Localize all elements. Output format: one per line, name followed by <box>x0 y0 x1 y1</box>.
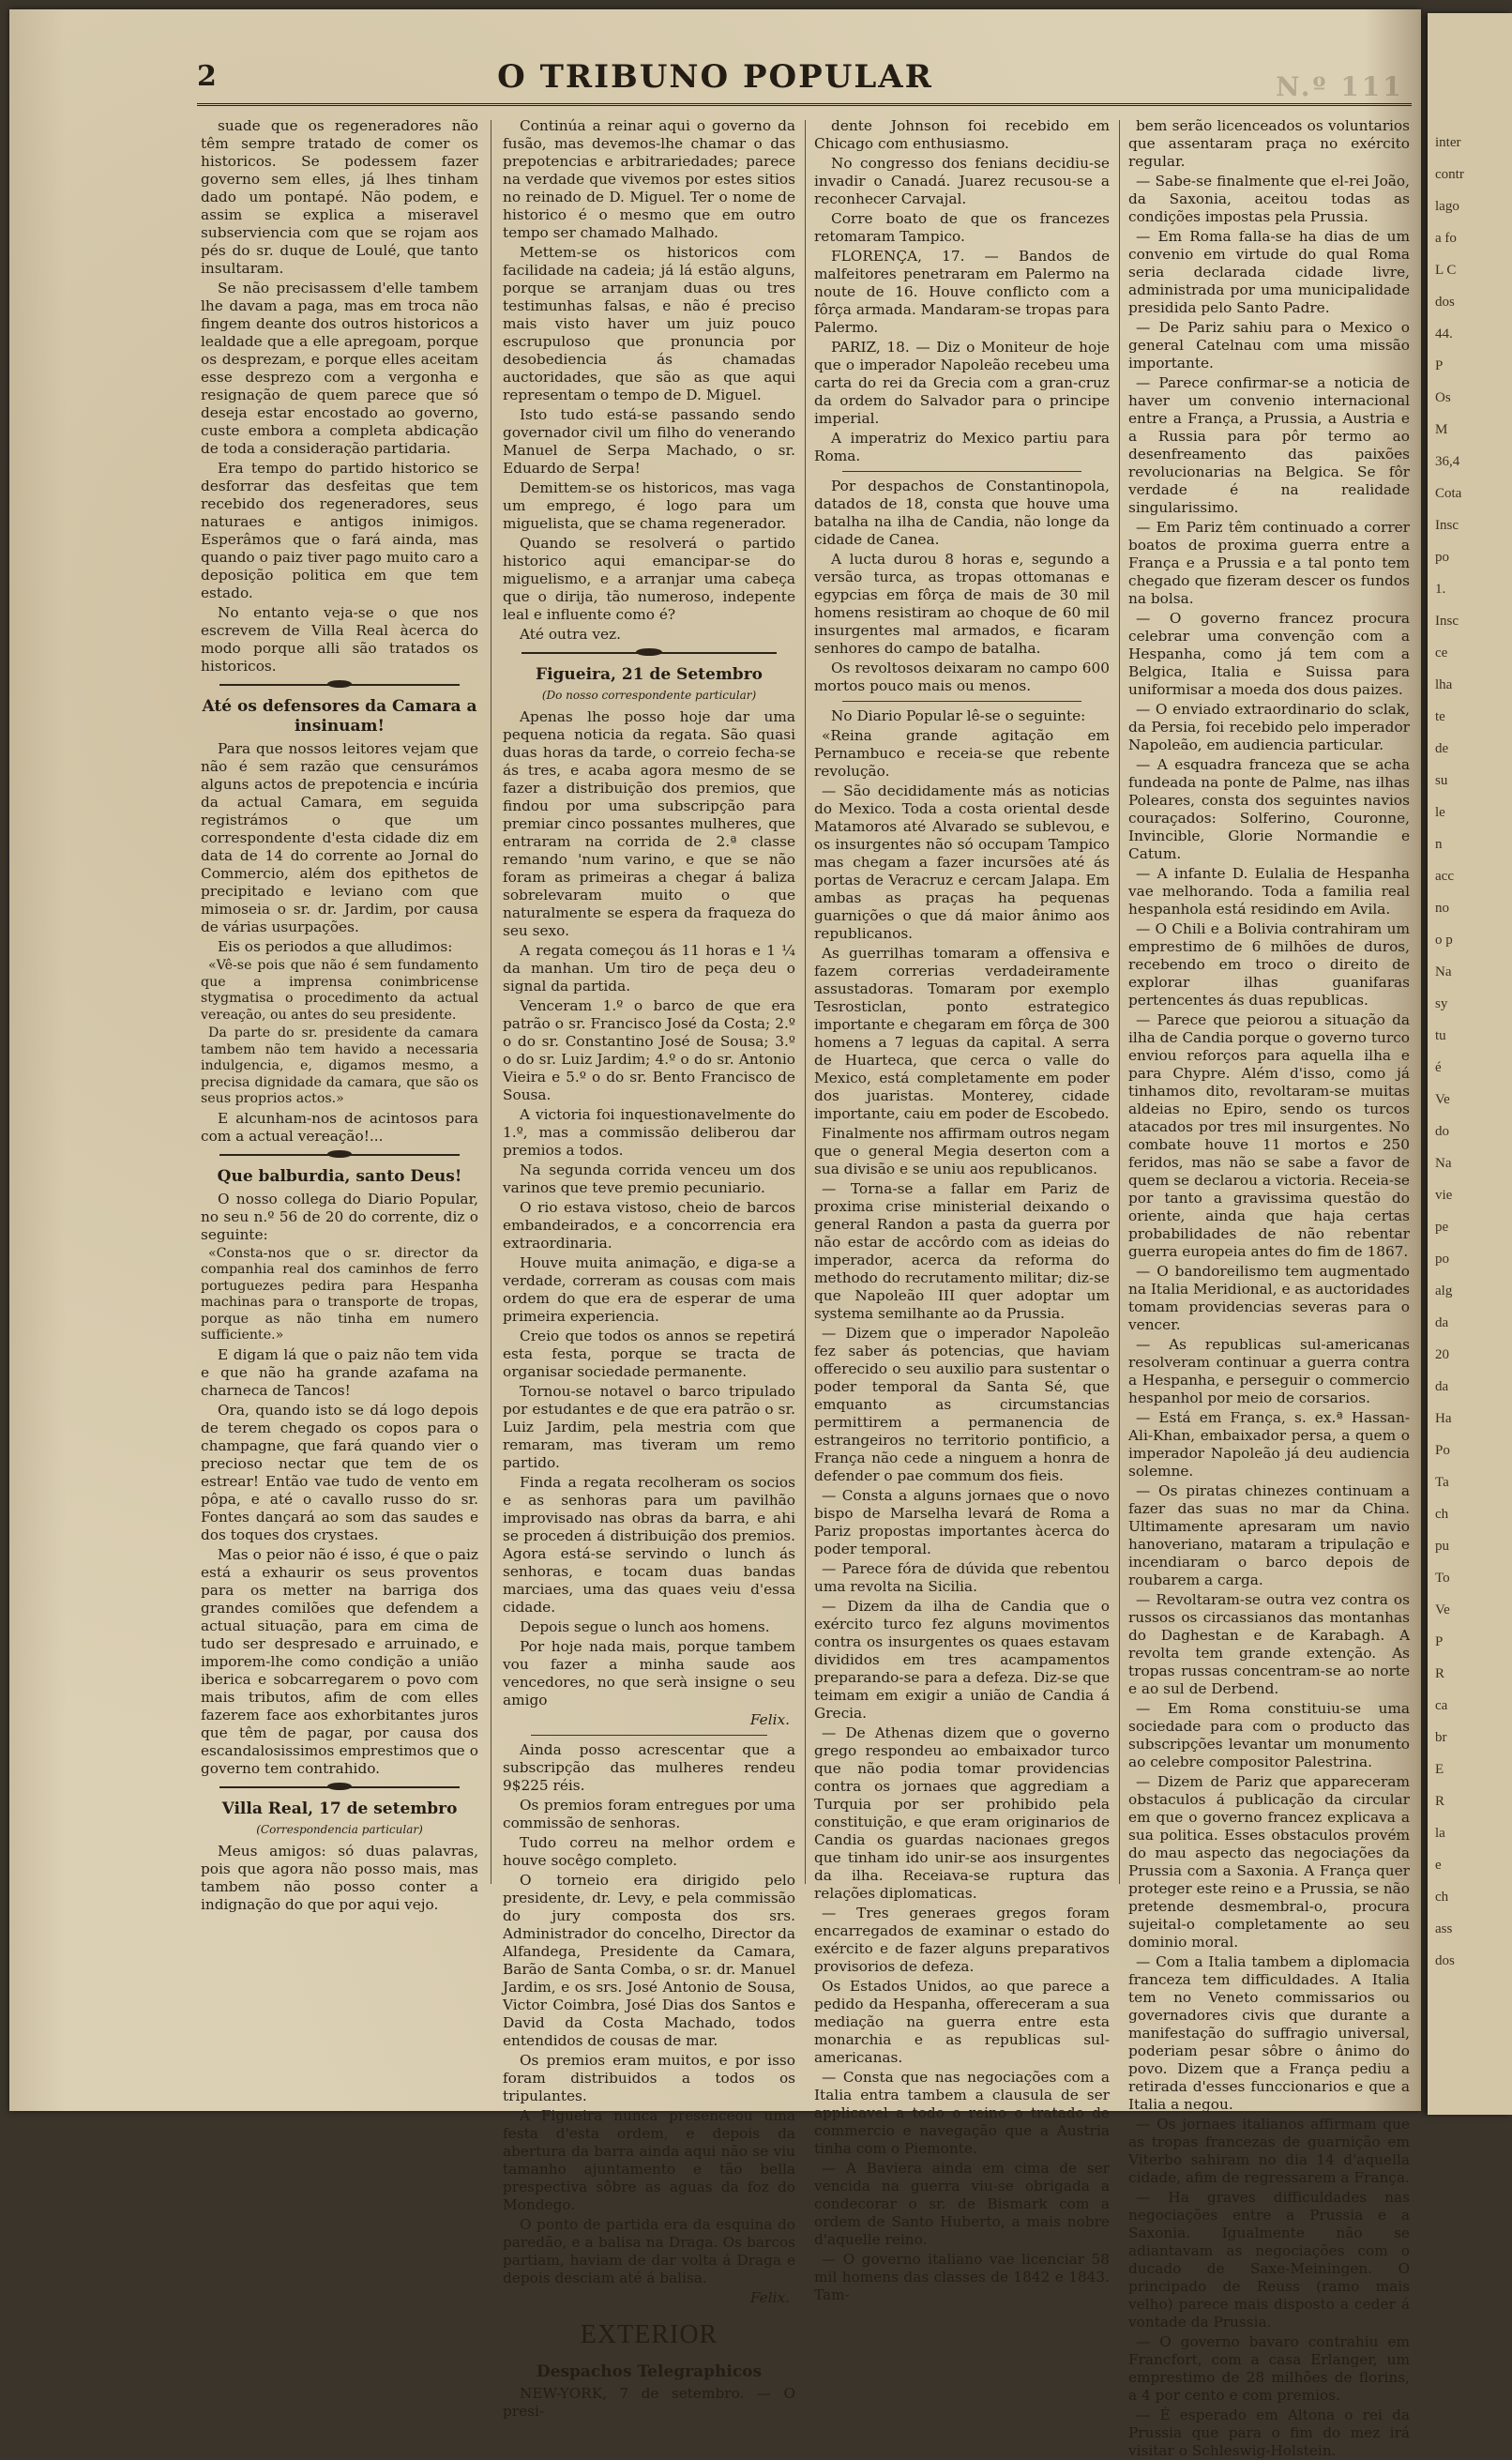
bleed-through-text: N.º 111 <box>1276 71 1404 102</box>
column-2 <box>503 117 795 2420</box>
adjacent-page-fragment: R <box>1435 1666 1445 1681</box>
news-item: As guerrilhas tomaram a offensiva e fazem correrias verdadeiramente assustadoras. Tomaram por exemplo Tesrosticlan, ponto estrategico importante e chegaram em fôrça de 300 homens a 7 leguas da capital. A serra de Huarteca, que cerca o valle do Mexico, está completamente em poder dos juaristas. Monterey, cidade importante, caiu em poder de Escobedo. <box>814 945 1110 1122</box>
adjacent-page-fragment: contr <box>1435 167 1464 182</box>
article-paragraphs <box>503 708 795 1709</box>
adjacent-page-fragment: Ve <box>1435 1092 1450 1107</box>
paragraph: Os premios eram muitos, e por isso foram distribuidos a todos os tripulantes. <box>503 2052 795 2104</box>
paragraph: A imperatriz do Mexico partiu para Roma. <box>814 430 1110 464</box>
news-item: — De Pariz sahiu para o Mexico o general Catelnau com uma missão importante. <box>1128 319 1410 372</box>
news-item: — Sabe-se finalmente que el-rei João, da Saxonia, aceitou todas as condições impostas pela Prussia. <box>1128 173 1410 225</box>
adjacent-page-fragment: n <box>1435 837 1443 852</box>
news-item: — A infante D. Eulalia de Hespanha vae melhorando. Toda a familia real hespanhola está residindo em Avila. <box>1128 865 1410 918</box>
news-item: — São decididamente más as noticias do Mexico. Toda a costa oriental desde Matamoros até Alvarado se sublevou, e os insurgentes não só occupam Tampico mas chegam a fazer incursões até ás portas de Veracruz e cercam Jalapa. Em ambas as praças ha pequenas guarnições o que dá maior ânimo aos republicanos. <box>814 782 1110 942</box>
quoted-paragraph: Da parte do sr. presidente da camara tambem não tem havido a necessaria indulgencia, e, digamos mesmo, a precisa dignidade da camara, que são os seus proprios actos.» <box>201 1025 478 1106</box>
adjacent-page-fragment: lago <box>1435 199 1459 214</box>
paragraph: Se não precisassem d'elle tambem lhe davam a paga, mas em troca não fingem deante dos outros historicos a lealdade que a elle apregoam, porque os desprezam, e porque elles aceitam esse desprezo com a vergonha e resignação de quem parece que só deseja estar encostado ao governo, custe embora a completa abdicação de toda a consideração partidaria. <box>201 280 478 457</box>
adjacent-page-fragment: Ve <box>1435 1602 1450 1617</box>
adjacent-page-fragment: do <box>1435 1124 1449 1139</box>
paragraph: E digam lá que o paiz não tem vida e que não ha grande azafama na charneca de Tancos! <box>201 1345 478 1399</box>
news-item: — Em Roma falla-se ha dias de um convenio em virtude do qual Roma seria declarada cidade livre, administrada por uma municipalidade presidida pelo Santo Padre. <box>1128 228 1410 316</box>
article-paragraphs <box>201 1843 478 1914</box>
adjacent-page-fragment: pu <box>1435 1539 1449 1554</box>
adjacent-page-fragment: é <box>1435 1060 1442 1075</box>
news-item: — Com a Italia tambem a diplomacia franceza tem difficuldades. A Italia tem no Veneto commissarios ou governadores civis que durante a manifestação do suffragio universal, poderiam pesar sôbre o ânimo do povo. Dizem que a França pediu a retirada d'esses funccionarios e que a Italia a negou. <box>1128 1953 1410 2113</box>
adjacent-page-fragment: alg <box>1435 1283 1453 1298</box>
paragraph: suade que os regeneradores não têm sempre tratado de comer os historicos. Se podessem fazer governo sem elles, já lhes tinham dado um pontapé. Não podem, e assim se explica a miseravel subserviencia com que se rojam aos pés do sr. duque de Loulé, que tanto insultaram. <box>201 117 478 277</box>
page-number: 2 <box>197 60 217 93</box>
news-item: — O Chili e a Bolivia contrahiram um emprestimo de 6 milhões de duros, recebendo em troco o direito de explorar ilhas guanifaras pertencentes ás duas republicas. <box>1128 920 1410 1009</box>
news-item: — Os piratas chinezes continuam a fazer das suas no mar da China. Ultimamente apresaram um navio hanoveriano, mataram a tripulação e incendiaram o barco depois de roubarem a carga. <box>1128 1482 1410 1588</box>
article-paragraphs <box>201 1346 478 1778</box>
adjacent-page-fragment: R <box>1435 1794 1445 1809</box>
rule-divider <box>842 701 1081 702</box>
adjacent-page-fragment: o p <box>1435 933 1453 948</box>
adjacent-page-fragment: ass <box>1435 1921 1453 1936</box>
article-paragraphs <box>503 1741 795 2287</box>
news-item: — Em Roma constituiu-se uma sociedade para com o producto das subscripções levantar um monumento ao celebre compositor Palestrina. <box>1128 1700 1410 1770</box>
paragraph: FLORENÇA, 17. — Bandos de malfeitores penetraram em Palermo na noute de 16. Houve conflicto com a fôrça armada. Mandaram-se tropas para Palermo. <box>814 248 1110 336</box>
paragraph: Ainda posso acrescentar que a subscripção das mulheres rendeu 9$225 réis. <box>503 1741 795 1794</box>
adjacent-page-fragment: Insc <box>1435 518 1459 533</box>
adjacent-page-fragment: Na <box>1435 1156 1452 1171</box>
paragraph: Meus amigos: só duas palavras, pois que agora não posso mais, mas tambem não posso conter a indignação do que por aqui vejo. <box>201 1842 478 1913</box>
news-items <box>1128 117 1410 2460</box>
section-title-exterior: EXTERIOR <box>580 2320 718 2349</box>
ornament-divider <box>219 1783 460 1792</box>
news-item: — Os jornaes italianos affirmam que as tropas francezas de guarnição em Viterbo sahiram no dia 14 d'aquella cidade, afim de regressarem a França. <box>1128 2116 1410 2186</box>
article-paragraphs <box>814 707 1110 725</box>
news-item: — Revoltaram-se outra vez contra os russos os circassianos das montanhas do Daghestan e de Karabagh. A revolta tem grande extenção. As tropas russas concentram-se ao norte e ao sul de Derbend. <box>1128 1591 1410 1697</box>
adjacent-page-fragment: P <box>1435 1634 1444 1649</box>
news-item: — Em Pariz têm continuado a correr boatos de proxima guerra entre a França e a Prussia e a tal ponto tem chegado que fizeram descer os fundos na bolsa. <box>1128 519 1410 607</box>
quoted-paragraph: «Consta-nos que o sr. director da companhia real dos caminhos de ferro portuguezes pedira para Hespanha machinas para o transporte de tropas, porque as não tinha em numero sufficiente.» <box>201 1245 478 1343</box>
paragraph: PARIZ, 18. — Diz o Moniteur de hoje que o imperador Napoleão recebeu uma carta do rei da Grecia com a gran-cruz da ordem do Salvador para o principe imperial. <box>814 339 1110 427</box>
article-paragraphs <box>201 1191 478 1244</box>
column-4 <box>1128 117 1410 2459</box>
rule-divider <box>531 2357 767 2358</box>
paragraph: Os premios foram entregues por uma commissão de senhoras. <box>503 1797 795 1831</box>
adjacent-page-fragment: Ta <box>1435 1475 1449 1490</box>
byline: (Do nosso correspondente particular) <box>541 689 757 702</box>
paragraph: O torneio era dirigido pelo presidente, dr. Levy, e pela commissão do jury composta dos srs. Administrador do concelho, Director da Alfandega, Presidente da Camara, Barão de Santa Comba, o sr. dr. Manuel Jardim, e os srs. José Antonio de Sousa, Victor Coimbra, José Dias dos Santos e David da Costa Machado, todos entendidos de cousas de mar. <box>503 1872 795 2049</box>
article-paragraphs <box>201 117 478 676</box>
rule-divider <box>842 471 1081 472</box>
article-paragraphs <box>503 2385 795 2421</box>
paragraph: No Diario Popular lê-se o seguinte: <box>831 707 1086 724</box>
news-item: — O governo francez procura celebrar uma convenção com a Hespanha, como já tem com a Belgica, Italia e Suissa para uniformisar a moeda dos dous paizes. <box>1128 610 1410 698</box>
article-paragraphs <box>814 478 1110 695</box>
news-item: Os Estados Unidos, ao que parece a pedido da Hespanha, offereceram a sua mediação na guerra entre esta monarchia e as republicas sul-americanas. <box>814 1978 1110 2066</box>
paragraph: Mas o peior não é isso, é que o paiz está a exhaurir os seus proventos para os metter na barriga dos grandes comilões que defendem a actual situação, para em cima de tudo ser despresado e arruinado, e imporem-lhe como condição a união iberica e sobcarregarem o povo com mais tributos, afim de com elles fazerem face aos exhorbitantes juros que têm de pagar, por causa dos escandalosissimos emprestimos que o governo tem contrahido. <box>201 1545 478 1777</box>
adjacent-page-fragment: de <box>1435 741 1449 756</box>
news-item: «Reina grande agitação em Pernambuco e receia-se que rebente revolução. <box>814 727 1110 780</box>
paragraph: NEW-YORK, 7 de setembro. — O presi- <box>503 2385 795 2420</box>
adjacent-page-fragment: Cota <box>1435 486 1462 501</box>
adjacent-page-fragment: L C <box>1435 263 1457 278</box>
news-item: — Dizem de Pariz que appareceram obstaculos á publicação da circular em que o governo francez explicava a sua politica. Esses obstaculos provém do mau aspecto das negociações da Prussia com a Saxonia. A França quer proteger este reino e a Prussia, se não pretende desmembral-o, procura sujeital-o completamente ao seu dominio moral. <box>1128 1773 1410 1951</box>
adjacent-page-fragment: inter <box>1435 135 1461 150</box>
adjacent-page-fragment: le <box>1435 805 1445 820</box>
ornament-divider <box>522 648 777 658</box>
paragraph: Isto tudo está-se passando sendo governador civil um filho do venerando Manuel de Serpa Machado, o sr. Eduardo de Serpa! <box>503 406 795 477</box>
news-item: — Dizem da ilha de Candia que o exército turco fez alguns movimentos contra os insurgentes os quaes estavam divididos em tres acampamentos preparando-se para a defeza. Diz-se que teimam em exigir a união de Candia á Grecia. <box>814 1598 1110 1722</box>
article-paragraphs <box>201 740 478 956</box>
adjacent-page-fragment: acc <box>1435 869 1454 884</box>
adjacent-page-fragment: Insc <box>1435 614 1459 629</box>
article-paragraphs <box>814 117 1110 465</box>
paragraph: A Figueira nunca presenceou uma festa d'esta ordem, e depois da abertura da barra ainda aqui não se viu tamanho ajuntamento e tão bella prespectiva sôbre as aguas da foz do Mondego. <box>503 2107 795 2213</box>
headline-figueira: Figueira, 21 de Setembro <box>536 665 763 684</box>
adjacent-page-fragment: Os <box>1435 390 1451 405</box>
news-item: — A esquadra franceza que se acha fundeada na ponte de Palme, nas ilhas Poleares, consta dos seguintes navios couraçados: Solferino, Couronne, Invincible, Glorie Normandie e Catum. <box>1128 756 1410 862</box>
paragraph: Para que nossos leitores vejam que não é sem razão que censurámos alguns actos de prepotencia e incúria da actual Camara, em seguida registrámos o que um correspondente d'esta cidade diz em data de 14 do corrente ao Jornal do Commercio, além dos epithetos de precipitado e leviano com que mimoseia o sr. dr. Jardim, por causa de várias usurpações. <box>201 740 478 935</box>
news-items <box>814 727 1110 2304</box>
adjacent-page-fragment: Ha <box>1435 1411 1452 1426</box>
adjacent-page-fragment: ca <box>1435 1698 1448 1713</box>
paragraph: Quando se resolverá o partido historico aqui emancipar-se do miguelismo, e a arranjar uma cabeça que o dirija, tão numeroso, indepente leal e influente como é? <box>503 535 795 623</box>
rule-divider <box>531 2313 767 2314</box>
paragraph: Corre boato de que os francezes retomaram Tampico. <box>814 210 1110 245</box>
headline-balburdia: Que balburdia, santo Deus! <box>217 1166 462 1186</box>
adjacent-page-fragment: ch <box>1435 1890 1449 1905</box>
adjacent-page-fragment: da <box>1435 1315 1449 1330</box>
ornament-divider <box>219 1150 460 1160</box>
adjacent-page-fragment: 44. <box>1435 326 1453 342</box>
news-item: — Torna-se a fallar em Pariz de proxima crise ministerial deixando o general Randon a pasta da guerra por não estar de accôrdo com as ideias do imperador, acerca da reforma do methodo do recrutamento militar; diz-se que Napoleão III quer adoptar um systema semilhante ao da Prussia. <box>814 1180 1110 1322</box>
news-item: — Parece fóra de dúvida que rebentou uma revolta na Sicilia. <box>814 1560 1110 1595</box>
adjacent-page-fragment: 1. <box>1435 582 1446 597</box>
column-rule <box>1119 120 1120 1884</box>
paragraph: O nosso collega do Diario Popular, no seu n.º 56 de 20 do corrente, diz o seguinte: <box>201 1190 478 1243</box>
news-item: — O bandoreilismo tem augmentado na Italia Meridional, e as auctoridades tomam providencias severas para o vencer. <box>1128 1263 1410 1333</box>
adjacent-page-fragment: a fo <box>1435 231 1457 246</box>
news-item: — O governo bavaro contrahiu em Francfort, com a casa Erlanger, um emprestimo de 28 milhões de florins, a 4 por cento e com premios. <box>1128 2333 1410 2404</box>
quoted-paragraph: «Vê-se pois que não é sem fundamento que a imprensa conimbricense stygmatisa o procedimento da actual vereação, ou antes do seu presidente. <box>201 958 478 1023</box>
column-rule <box>805 120 806 1884</box>
article-paragraphs <box>503 117 795 644</box>
adjacent-page-fragment: E <box>1435 1762 1444 1777</box>
rule-divider <box>531 1735 767 1736</box>
news-item: — O governo italiano vae licenciar 58 mil homens das classes de 1842 e 1843. Tam- <box>814 2251 1110 2303</box>
news-item: — O enviado extraordinario do sclak, da Persia, foi recebido pelo imperador Napoleão, em audiencia particular. <box>1128 701 1410 753</box>
paragraph: Por hoje nada mais, porque tambem vou fazer a minha saude aos vencedores, no que serà insigne o seu amigo <box>503 1638 795 1708</box>
headline-despachos: Despachos Telegraphicos <box>536 2362 763 2381</box>
adjacent-page-fragment: no <box>1435 901 1449 916</box>
adjacent-page-fragment: br <box>1435 1730 1447 1745</box>
news-item: — É esperado em Altona o rei da Prussia que para o fim do mez irá visitar o Schleswig-Holstein. <box>1128 2407 1410 2459</box>
paragraph: A regata começou ás 11 horas e 1 ¼ da manhan. Um tiro de peça deu o signal da partida. <box>503 942 795 995</box>
adjacent-page-fragment: po <box>1435 1252 1449 1267</box>
adjacent-page-fragment: lha <box>1435 677 1453 692</box>
paragraph: O ponto de partida era da esquina do paredão, e a balisa na Draga. Os barcos partiam, haviam de dar volta á Draga e depois desciam até á balisa. <box>503 2216 795 2286</box>
paragraph: A lucta durou 8 horas e, segundo a versão turca, as tropas ottomanas e egypcias em fôrça de mais de 30 mil homens resistiram ao choque de 60 mil insurgentes mal armados, e ficaram senhores do campo de batalha. <box>814 551 1110 657</box>
paragraph: Na segunda corrida venceu um dos varinos que teve premio pecuniario. <box>503 1162 795 1196</box>
adjacent-page-fragment: te <box>1435 709 1445 724</box>
news-item: — Consta que nas negociações com a Italia entra tambem a clausula de ser applicavel a todo o reino o tratado de commercio e navegação que a Austria tinha com o Piemonte. <box>814 2069 1110 2157</box>
ornament-divider <box>219 680 460 690</box>
paragraph: Eis os periodos a que alludimos: <box>218 938 453 955</box>
header-rule <box>197 103 1412 106</box>
paragraph: No congresso dos fenians decidiu-se invadir o Canadá. Juarez recusou-se a reconhecer Carvajal. <box>814 155 1110 207</box>
news-item: bem serão licenceados os voluntarios que assentaram praça no exército regular. <box>1128 117 1410 170</box>
paragraph: Houve muita animação, e diga-se a verdade, correram as cousas com mais ordem do que era de esperar de uma primeira experiencia. <box>503 1254 795 1325</box>
byline: (Correspondencia particular) <box>256 1822 423 1836</box>
news-item: — De Athenas dizem que o governo grego respondeu ao embaixador turco que não podia tomar providencias contra os jornaes que aggrediam a Turquia por ser prohibido pela constituição, e que eram originarios de Candia os guardas nacionaes gregos que tinham ido unir-se aos insurgentes da ilha. Receiava-se ruptura das relações diplomaticas. <box>814 1724 1110 1902</box>
adjacent-page-fragment: da <box>1435 1379 1449 1394</box>
paragraph: Por despachos de Constantinopola, datados de 18, consta que houve uma batalha na ilha de Candia, não longe da cidade de Canea. <box>814 478 1110 548</box>
adjacent-page-fragment: tu <box>1435 1028 1446 1043</box>
paragraph: Depois segue o lunch aos homens. <box>520 1618 770 1635</box>
paragraph: Demittem-se os historicos, mas vaga um emprego, é logo para um miguelista, que se chama regenerador. <box>503 479 795 532</box>
adjacent-page-fragment: e <box>1435 1858 1442 1873</box>
adjacent-page-fragment: 20 <box>1435 1347 1449 1362</box>
paragraph: Continúa a reinar aqui o governo da fusão, mas devemos-lhe chamar o das prepotencias e arbitrariedades; parece na verdade que vivemos por estes sitios no reinado de D. Miguel. Ter o nome de historico é o mesmo que em outro tempo ser chamado Malhado. <box>503 117 795 241</box>
adjacent-page-fragment: Po <box>1435 1443 1450 1458</box>
adjacent-page-fragment: M <box>1435 422 1448 437</box>
paragraph: Mettem-se os historicos com facilidade na cadeia; já lá estão alguns, porque se arranjam duas ou tres testimunhas falsas, e não é preciso mais visto haver um juiz pouco escrupuloso que pronuncia por desobediencia ás chamadas auctoridades, que são as que aqui representam o tempo de D. Miguel. <box>503 244 795 403</box>
signature: Felix. <box>749 1711 790 1728</box>
adjacent-page-fragment: po <box>1435 550 1449 565</box>
article-paragraphs <box>201 1110 478 1146</box>
paragraph: Venceram 1.º o barco de que era patrão o sr. Francisco José da Costa; 2.º o do sr. Constantino José de Sousa; 3.º o do sr. Luiz Jardim; 4.º o do sr. Antonio Vieira e 5.º o do sr. Bento Francisco de Sousa. <box>503 997 795 1103</box>
paragraph: Tudo correu na melhor ordem e houve socêgo completo. <box>503 1834 795 1869</box>
headline-villa-real: Villa Real, 17 de setembro <box>221 1799 458 1818</box>
adjacent-page-fragment: To <box>1435 1571 1450 1586</box>
paragraph: Ora, quando isto se dá logo depois de terem chegado os copos para o champagne, que fará quando vier o precioso nectar que tem de os estrear! Então vae tudo de vento em pôpa, e até o cavallo russo do sr. Fontes dançará ao som das saudes e dos toques dos crystaes. <box>201 1401 478 1543</box>
paragraph: E alcunham-nos de acintosos para com a actual vereação!... <box>201 1109 478 1145</box>
adjacent-page-fragment: sy <box>1435 996 1448 1011</box>
paragraph: A victoria foi inquestionavelmente do 1.º, mas a commissão deliberou dar premios a todos. <box>503 1106 795 1159</box>
news-item: — Parece confirmar-se a noticia de haver um convenio internacional entre a França, a Prussia, a Austria e a Russia para pôr termo ao desenfreamento das paixões revolucionarias na Belgica. Se fôr verdade é na realidade singularissimo. <box>1128 374 1410 516</box>
news-item: — As republicas sul-americanas resolveram continuar a guerra contra a Hespanha, e perseguir o commercio hespanhol por meio de corsarios. <box>1128 1336 1410 1406</box>
adjacent-page-fragment: 36,4 <box>1435 454 1460 469</box>
adjacent-page-fragment: dos <box>1435 1953 1455 1968</box>
news-item: — A Baviera ainda em cima de ser vencida na guerra viu-se obrigada a condecorar o sr. de Bismark com a ordem de Santo Huberto, a mais nobre d'aquelle reino. <box>814 2160 1110 2248</box>
news-item: Finalmente nos affirmam outros negam que o general Megia deserton com a sua divisão e se uniu aos republicanos. <box>814 1125 1110 1177</box>
news-item: — Está em França, s. ex.ª Hassan-Ali-Khan, embaixador persa, a quem o imperador Napoleão já deu audiencia solemne. <box>1128 1409 1410 1480</box>
adjacent-page-fragment: ce <box>1435 645 1448 661</box>
news-item: — Dizem que o imperador Napoleão fez saber ás potencias, que haviam offerecido o seu auxilio para sustentar o poder temporal da Santa Sé, que emquanto as circumstancias permittirem a permanencia de estrangeiros no territorio pontificio, a França não cede a ninguem a honra de defender o pae commum dos fieis. <box>814 1325 1110 1484</box>
newspaper-page <box>9 9 1421 2459</box>
paragraph: Tornou-se notavel o barco tripulado por estudantes e de que era patrão o sr. Luiz Jardim, pela mestria com que remaram, mas tiveram um remo partido. <box>503 1383 795 1471</box>
adjacent-page-fragment: ch <box>1435 1507 1449 1522</box>
paragraph: Creio que todos os annos se repetirá esta festa, porque se tracta de organisar sociedade permanente. <box>503 1328 795 1380</box>
adjacent-page-fragment: pe <box>1435 1220 1449 1235</box>
column-3 <box>814 117 1110 2303</box>
news-item: — Tres generaes gregos foram encarregados de examinar o estado do exército e de fazer alguns preparativos provisorios de defeza. <box>814 1905 1110 1975</box>
headline-defensores: Até os defensores da Camara a insinuam! <box>202 697 477 736</box>
paragraph: Apenas lhe posso hoje dar uma pequena noticia da regata. São quasi duas horas da tarde, o correio fecha-se ás tres, e acaba agora mesmo de se fazer a distribuição dos premios, que findou por uma subscripção para premiar cinco possantes mulheres, que entraram na corrida de 2.ª classe remando 'num varino, e que se não foram as primeiras a chegar á baliza sobrelevaram muito o que naturalmente se espera da fraqueza do seu sexo. <box>503 708 795 939</box>
adjacent-page-fragment: dos <box>1435 295 1455 310</box>
adjacent-page-fragment: vie <box>1435 1188 1453 1203</box>
paragraph: dente Johnson foi recebido em Chicago com enthusiasmo. <box>814 117 1110 152</box>
paragraph: Até outra vez. <box>520 626 621 643</box>
paragraph: No entanto veja-se o que nos escrevem de Villa Real àcerca do modo porque alli são tratados os historicos. <box>201 604 478 675</box>
paragraph: Era tempo do partido historico se desforrar das desfeitas que tem recebido dos regeneradores, seus naturaes e antigos inimigos. Esperâmos que o fará ainda, mas quando o paiz tiver pago muito caro a deposição politica em que tem estado. <box>201 460 478 601</box>
adjacent-page-fragment: la <box>1435 1826 1445 1841</box>
masthead <box>9 54 1421 103</box>
paragraph: Finda a regata recolheram os socios e as senhoras para um pavilhão improvisado nas obras da barra, e ahi se proceden á distribuição dos premios. Agora está-se servindo o lunch ás senhoras, e tocam duas bandas marciaes, uma das quaes veiu d'essa cidade. <box>503 1474 795 1616</box>
adjacent-page-fragment: su <box>1435 773 1448 788</box>
adjacent-page-fragment: Na <box>1435 964 1452 979</box>
newspaper-title: O TRIBUNO POPULAR <box>497 58 933 96</box>
news-item: — Parece que peiorou a situação da ilha de Candia porque o governo turco enviou reforços para aquella ilha e para Chypre. Além d'isso, como já tinhamos dito, revoltaram-se muitas aldeias no Epiro, sendo os turcos atacados por tres mil insurgentes. No combate houve 11 mortos e 250 feridos, mas não se sabe a favor de quem se declarou a victoria. Receia-se por tanto a gravissima questão do oriente, ainda que haja certas probabilidades de não rebentar guerra europeia antes do fim de 1867. <box>1128 1011 1410 1260</box>
news-item: — Ha graves difficuldades nas negociações entre a Prussia e a Saxonia. Igualmente não se adiantavam as negociações com o ducado de Saxe-Meiningen. O principado de Reuss (ramo mais velho) parece mais disposto a ceder á vontade da Prussia. <box>1128 2189 1410 2331</box>
signature: Felix. <box>749 2289 790 2306</box>
column-1 <box>201 117 478 2088</box>
adjacent-page-edge <box>1428 13 1512 2115</box>
paragraph: O rio estava vistoso, cheio de barcos embandeirados, e a concorrencia era extraordinaria. <box>503 1199 795 1252</box>
paragraph: Os revoltosos deixaram no campo 600 mortos pouco mais ou menos. <box>814 660 1110 694</box>
adjacent-page-fragment: P <box>1435 358 1444 373</box>
news-item: — Consta a alguns jornaes que o novo bispo de Marselha levará de Roma a Pariz propostas importantes àcerca do poder temporal. <box>814 1487 1110 1557</box>
